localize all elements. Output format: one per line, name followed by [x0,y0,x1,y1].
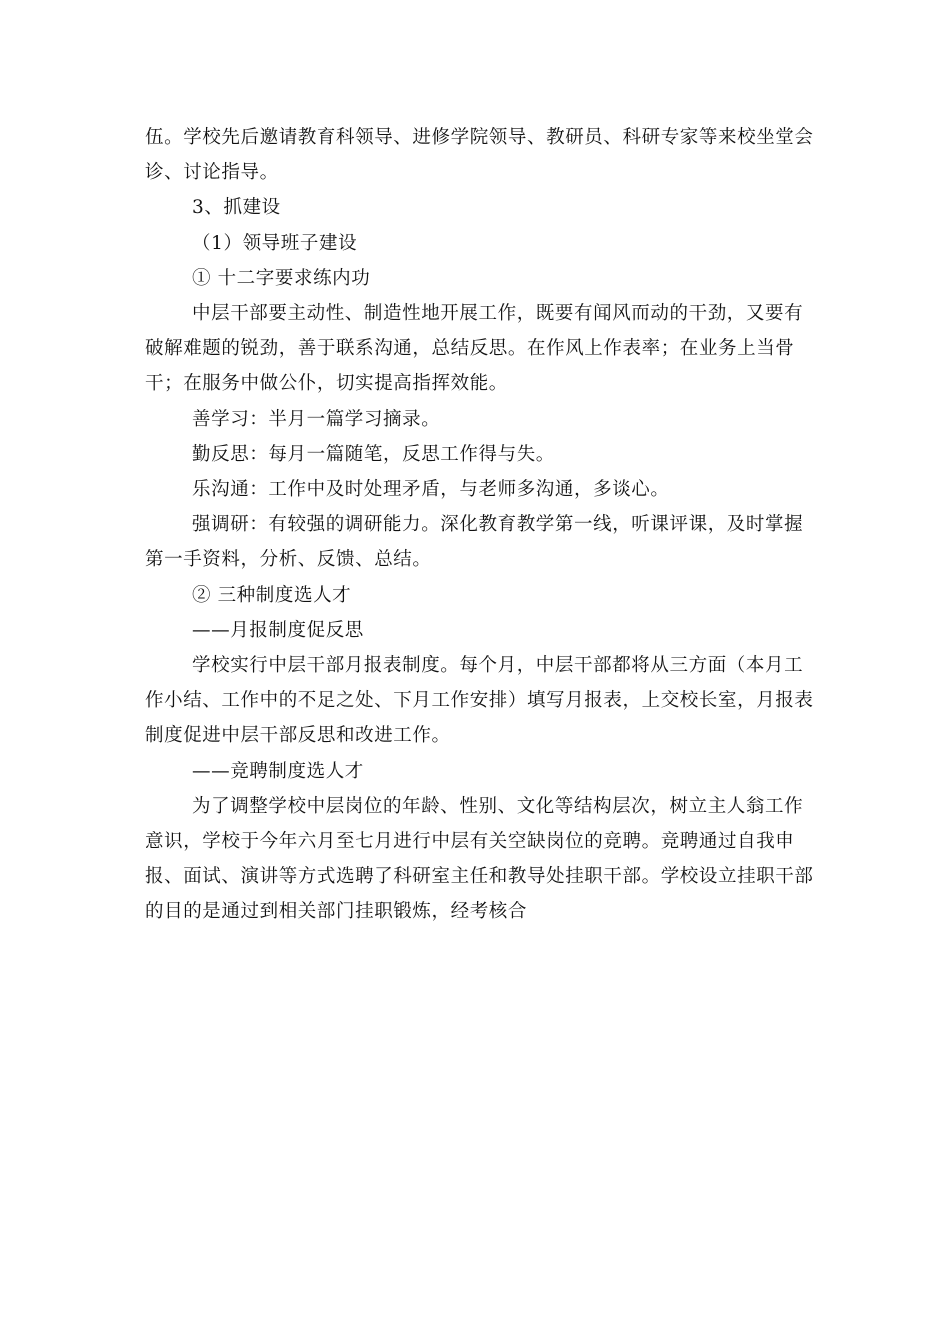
list-item: 勤反思：每月一篇随笔，反思工作得与失。 [192,443,555,465]
paragraph: 学校实行中层干部月报表制度。每个月，中层干部都将从三方面（本月工作小结、工作中的不足之处、下月工作安排）填写月报表，上交校长室，月报表制度促进中层干部反思和改进工作。 [145,655,814,747]
paragraph-continuation: 伍。学校先后邀请教育科领导、进修学院领导、教研员、科研专家等来校坐堂会诊、讨论指导。 [145,127,814,184]
list-item: 强调研：有较强的调研能力。深化教育教学第一线，听课评课，及时掌握第一手资料，分析、反馈、总结。 [145,514,804,571]
item-heading: ① 十二字要求练内功 [192,267,371,289]
paragraph: 为了调整学校中层岗位的年龄、性别、文化等结构层次，树立主人翁工作意识，学校于今年六月至七月进行中层有关空缺岗位的竞聘。竞聘通过自我申报、面试、演讲等方式选聘了科研室主任和教导处挂职干部。学校设立挂职干部的目的是通过到相关部门挂职锻炼，经考核合 [145,795,814,923]
sub-item-heading: ——竞聘制度选人才 [192,760,364,782]
paragraph: 中层干部要主动性、制造性地开展工作，既要有闻风而动的干劲，又要有破解难题的锐劲，善于联系沟通，总结反思。在作风上作表率；在业务上当骨干；在服务中做公仆，切实提高指挥效能。 [145,303,804,395]
list-item: 善学习：半月一篇学习摘录。 [192,408,441,430]
document-body [145,120,815,930]
section-heading: 3、抓建设 [192,197,281,219]
list-item: 乐沟通：工作中及时处理矛盾，与老师多沟通，多谈心。 [192,479,670,501]
sub-item-heading: ——月报制度促反思 [192,619,364,641]
subsection-heading: （1）领导班子建设 [192,232,358,254]
item-heading: ② 三种制度选人才 [192,584,352,606]
